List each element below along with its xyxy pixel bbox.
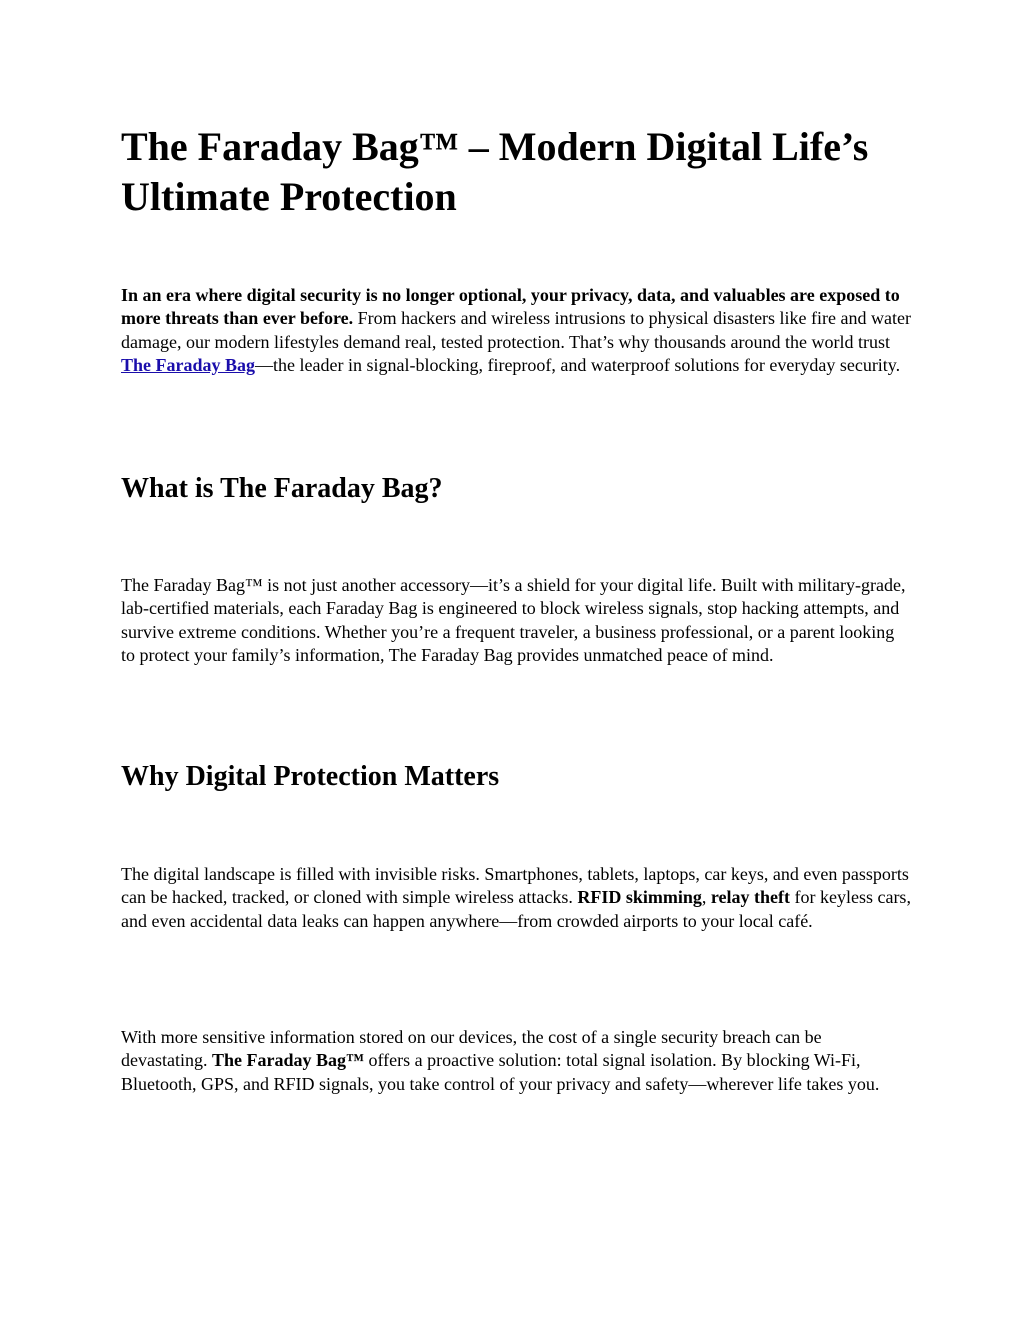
intro-text-2: —the leader in signal-blocking, fireproof, and waterproof solutions for everyday security.: [255, 354, 901, 375]
why-p1-bold-rfid: RFID skimming: [577, 887, 702, 908]
why-matters-paragraph-1: [121, 863, 911, 933]
why-p2-text-2: offers a proactive solution: total signal isolation. By blocking Wi-Fi, Bluetooth, GPS, and RFID signals, you take control of your privacy and safety—wherever life takes you.: [121, 1050, 880, 1094]
intro-bold-lead: In an era where digital security is no longer optional, your privacy, data, and valuables are exposed to more threats than ever before.: [121, 285, 900, 329]
page-title: The Faraday Bag™ – Modern Digital Life’s Ultimate Protection: [121, 124, 869, 219]
faraday-bag-link[interactable]: The Faraday Bag: [121, 354, 256, 375]
section-heading-what-is: What is The Faraday Bag?: [121, 473, 443, 504]
what-is-paragraph: The Faraday Bag™ is not just another accessory—it’s a shield for your digital life. Built with military-grade, lab-certified materials, each Faraday Bag is engineered to block wireless signals, stop hacking attempts, and survive extreme conditions. Whether you’re a frequent traveler, a business professional, or a parent looking to protect your family’s information, The Faraday Bag provides unmatched peace of mind.: [121, 575, 906, 665]
why-p2-text-1: With more sensitive information stored on our devices, the cost of a single security breach can be devastating.: [121, 1027, 822, 1071]
intro-text-1: From hackers and wireless intrusions to physical disasters like fire and water damage, our modern lifestyles demand real, tested protection. That’s why thousands around the world trust: [121, 308, 911, 352]
why-matters-paragraph-2: [121, 1026, 911, 1096]
why-p1-text-1: The digital landscape is filled with invisible risks. Smartphones, tablets, laptops, car keys, and even passports can be hacked, tracked, or cloned with simple wireless attacks.: [121, 864, 909, 908]
why-p1-text-3: for keyless cars, and even accidental data leaks can happen anywhere—from crowded airports to your local café.: [121, 887, 911, 931]
section-heading-why-matters: Why Digital Protection Matters: [121, 761, 500, 792]
why-p1-text-2: ,: [701, 887, 711, 908]
intro-paragraph: [121, 284, 911, 377]
why-p1-bold-relay: relay theft: [710, 887, 790, 908]
why-p2-bold-brand: The Faraday Bag™: [211, 1050, 364, 1071]
